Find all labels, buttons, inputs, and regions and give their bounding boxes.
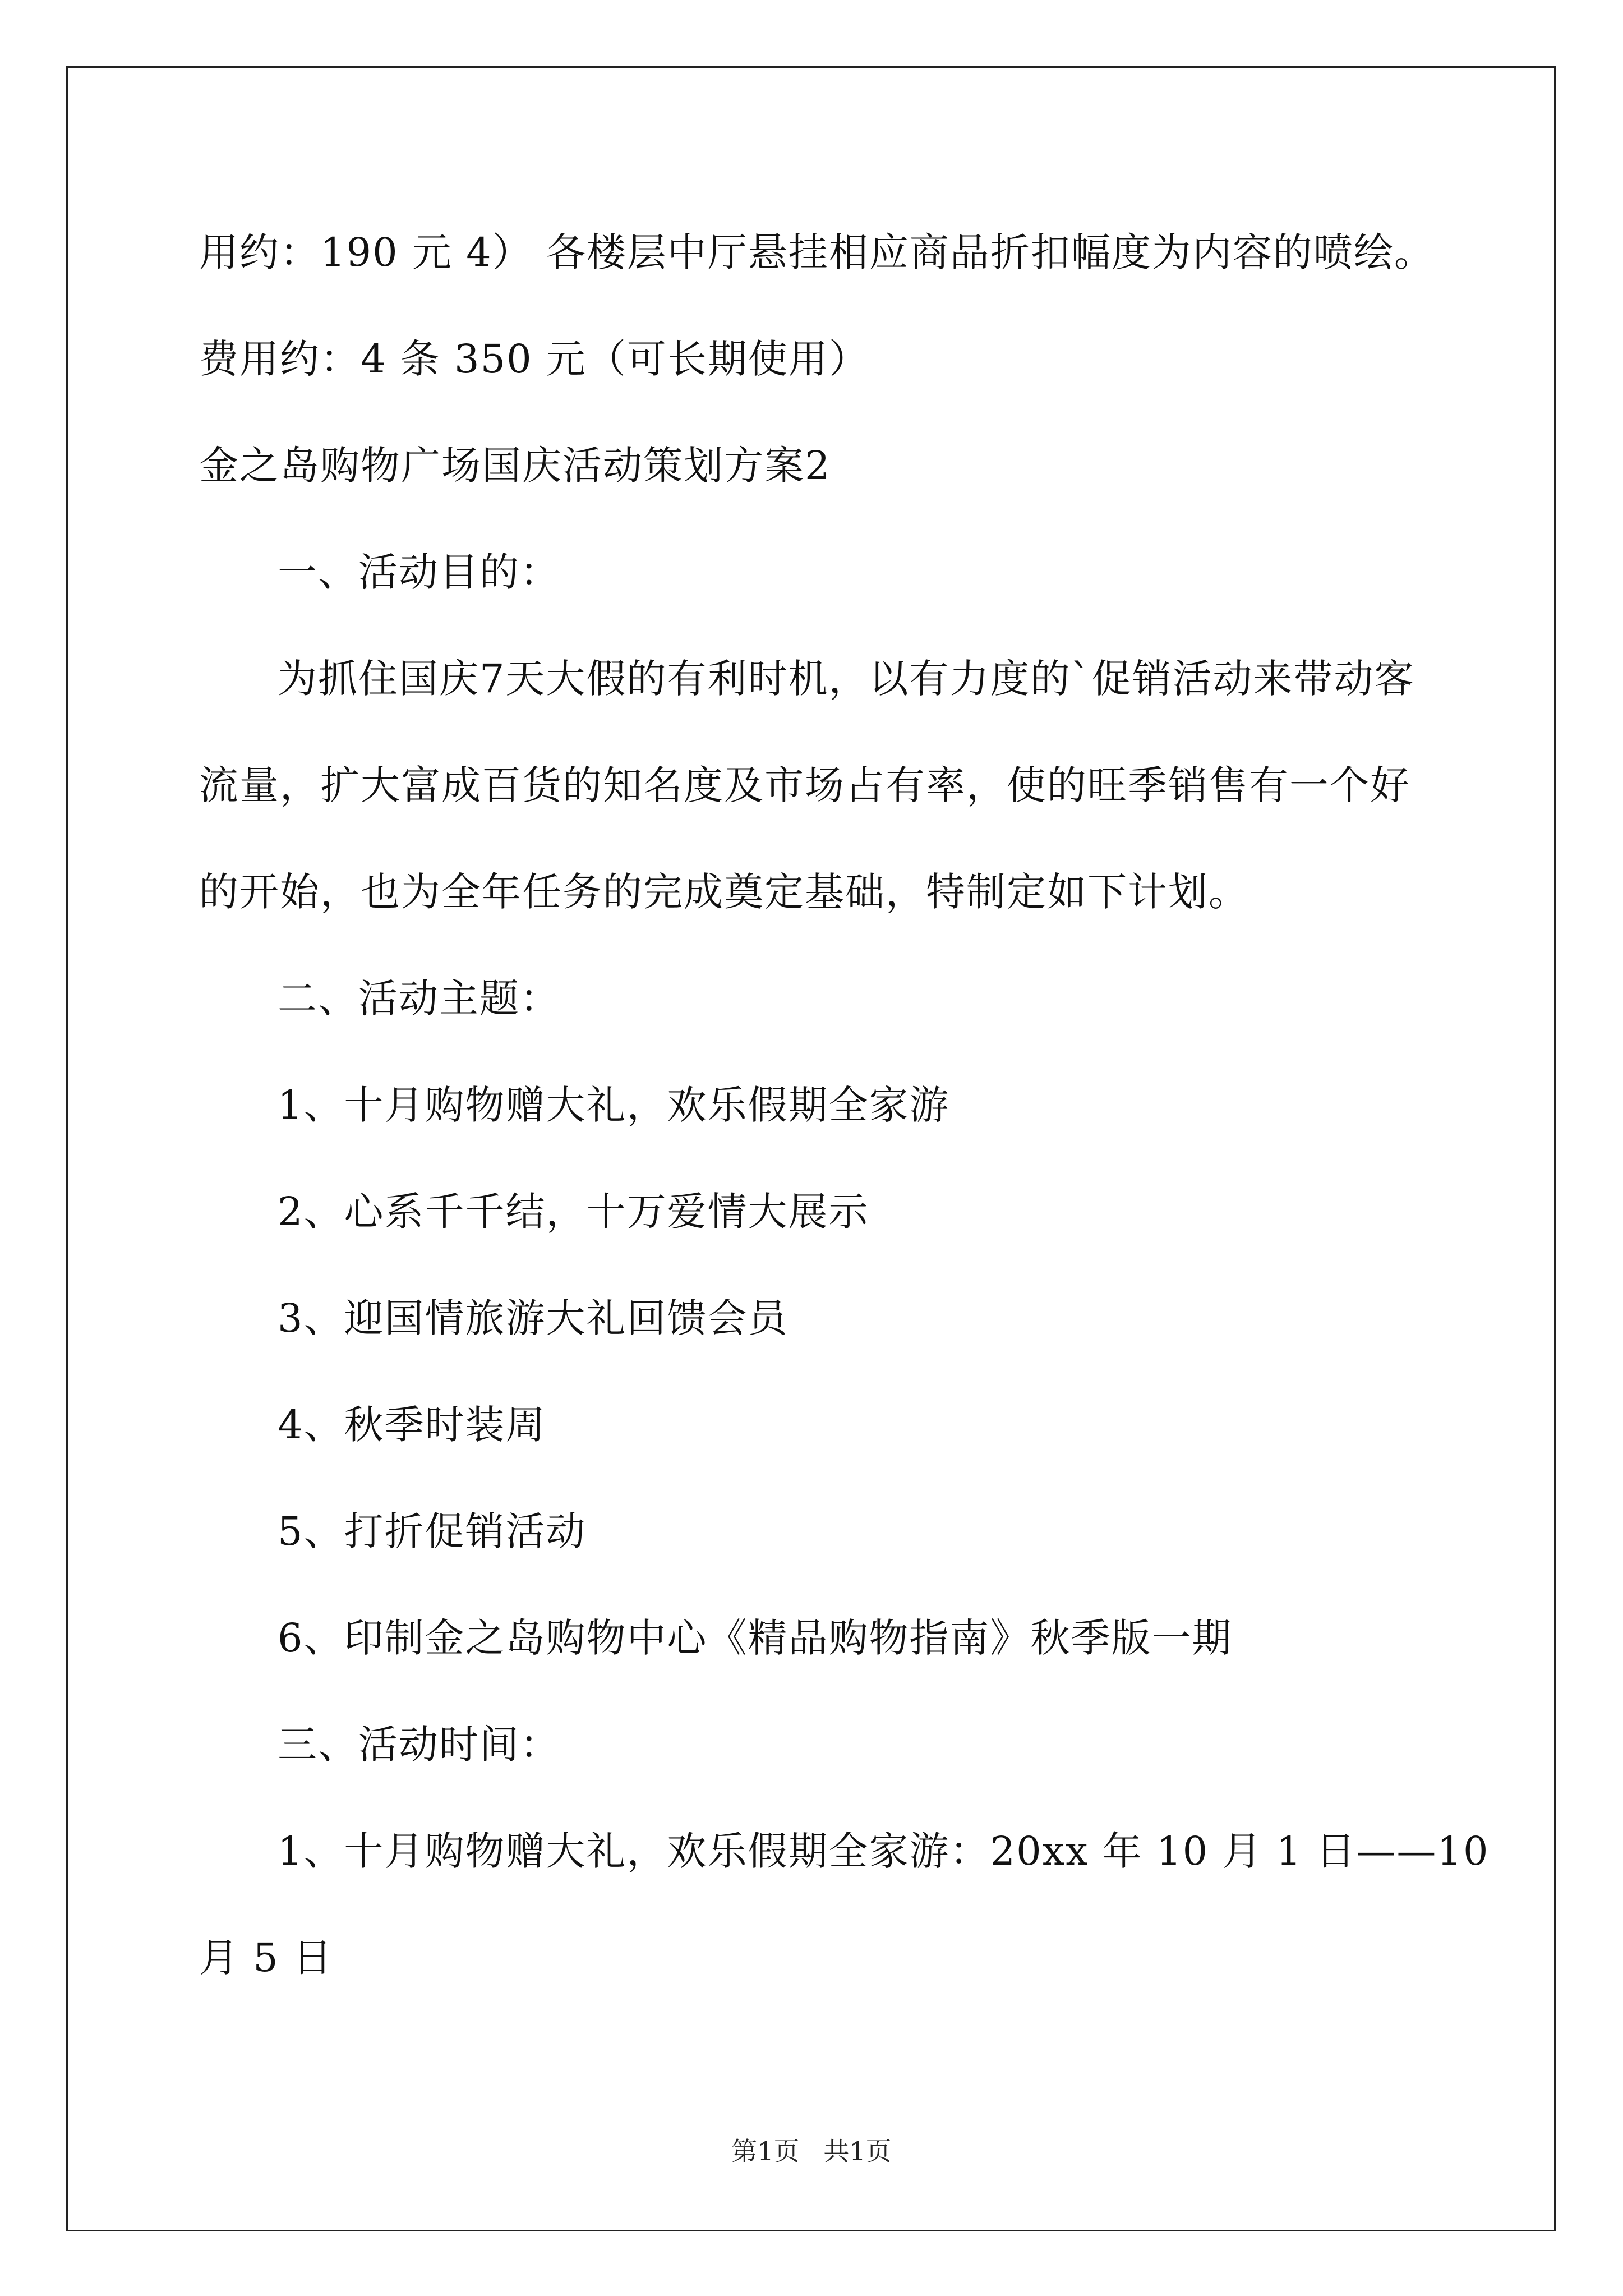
list-item: 1、十月购物赠大礼，欢乐假期全家游：20xx 年 10 月 1 日——10 — [278, 1828, 1490, 1874]
list-item: 1、十月购物赠大礼，欢乐假期全家游 — [278, 1082, 950, 1128]
section-heading: 一、活动目的： — [278, 549, 560, 595]
list-item: 2、心系千千结，十万爱情大展示 — [278, 1189, 869, 1235]
list-item: 4、秋季时装周 — [278, 1402, 546, 1448]
section-heading: 二、活动主题： — [278, 976, 560, 1022]
page-number-current: 第1页 — [731, 2136, 800, 2166]
list-item: 5、打折促销活动 — [278, 1508, 587, 1554]
page-number-total: 共1页 — [823, 2136, 892, 2166]
list-item: 6、印制金之岛购物中心《精品购物指南》秋季版一期 — [278, 1615, 1233, 1661]
text-line: 用约：190 元 4） 各楼层中厅悬挂相应商品折扣幅度为内容的喷绘。 — [199, 229, 1435, 275]
text-line: 月 5 日 — [199, 1935, 334, 1981]
section-title: 金之岛购物广场国庆活动策划方案2 — [199, 443, 831, 489]
page-border — [66, 66, 1556, 2231]
section-heading: 三、活动时间： — [278, 1722, 560, 1768]
text-line: 流量，扩大富成百货的知名度及市场占有率，使的旺季销售有一个好 — [199, 762, 1410, 808]
text-line: 的开始，也为全年任务的完成奠定基础，特制定如下计划。 — [199, 869, 1249, 915]
text-line: 为抓住国庆7天大假的有利时机，以有力度的`促销活动来带动客 — [278, 656, 1415, 702]
list-item: 3、迎国情旅游大礼回馈会员 — [278, 1295, 789, 1341]
text-line: 费用约：4 条 350 元（可长期使用） — [199, 336, 869, 382]
page-footer — [0, 2134, 1623, 2168]
